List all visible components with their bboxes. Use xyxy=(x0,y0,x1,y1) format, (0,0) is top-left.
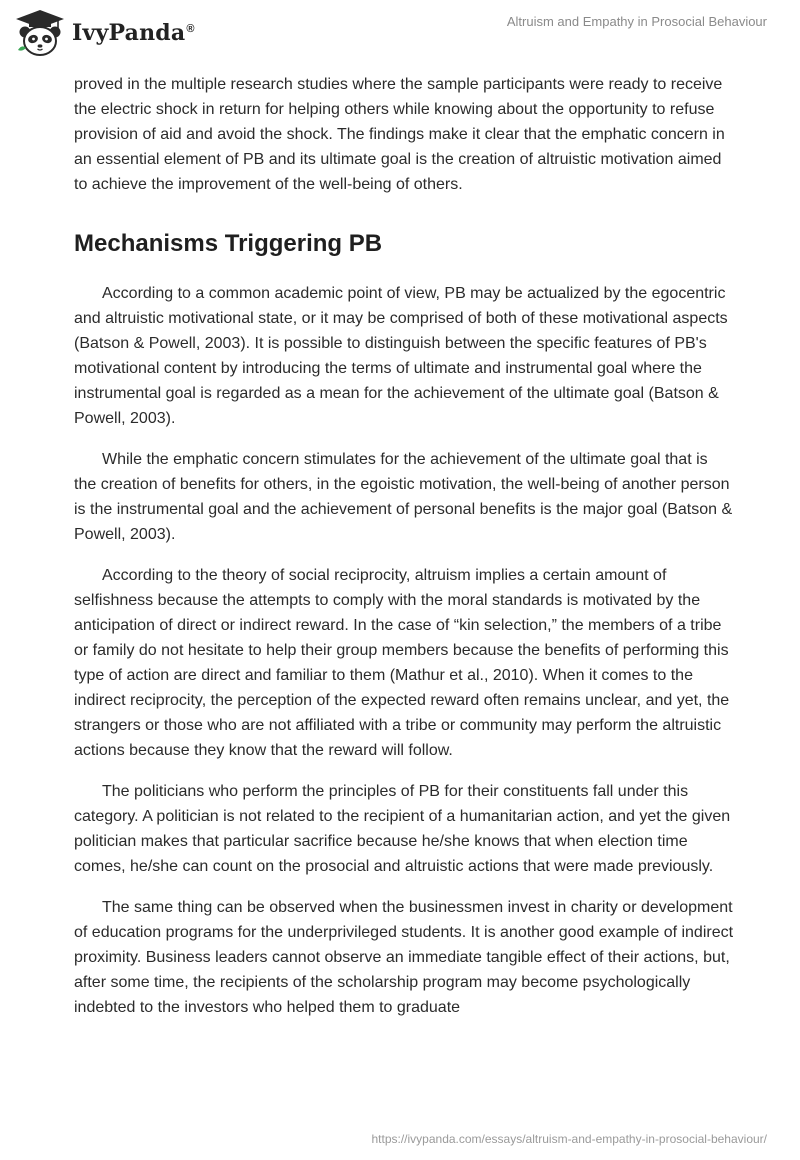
source-url[interactable]: https://ivypanda.com/essays/altruism-and-empathy-in-prosocial-behaviour/ xyxy=(371,1132,767,1146)
page-header xyxy=(0,0,800,62)
paragraph: According to the theory of social reciprocity, altruism implies a certain amount of selfishness because the attempts to comply with the moral standards is motivated by the anticipation of direct or indirect reward. In the case of “kin selection,” the members of a tribe or family do not hesitate to help their group members because the benefits of performing this type of action are direct and familiar to them (Mathur et al., 2010). When it comes to the indirect reciprocity, the perception of the expected reward often remains unclear, and yet, the strangers or those who are not affiliated with a tribe or community may perform the altruistic actions because they know that the reward will follow. xyxy=(74,567,730,759)
essay-body xyxy=(74,72,734,1020)
brand-name: IvyPanda® xyxy=(72,20,195,46)
paragraph: While the emphatic concern stimulates for the achievement of the ultimate goal that is the creation of benefits for others, in the egoistic motivation, the well-being of another person is the instrumental goal and the achievement of personal benefits is the major goal (Batson & Powell, 2003). xyxy=(74,451,733,543)
brand-logo[interactable] xyxy=(14,8,195,58)
paragraph: The politicians who perform the principles of PB for their constituents fall under this category. A politician is not related to the recipient of a humanitarian action, and yet the given politician makes that particular sacrifice because he/she knows that when election time comes, he/she can count on the prosocial and altruistic actions that were made previously. xyxy=(74,783,731,875)
paragraph-intro: proved in the multiple research studies where the sample participants were ready to receive the electric shock in return for helping others while knowing about the opportunity to refuse provision of aid and avoid the shock. The findings make it clear that the emphatic concern in an essential element of PB and its ultimate goal is the creation of altruistic motivation aimed to achieve the improvement of the well-being of others. xyxy=(74,76,725,193)
document-title: Altruism and Empathy in Prosocial Behaviour xyxy=(506,14,767,29)
section-heading: Mechanisms Triggering PB xyxy=(74,230,383,257)
paragraph: According to a common academic point of view, PB may be actualized by the egocentric and altruistic motivational state, or it may be comprised of both of these motivational aspects (Batson & Powell, 2003). It is possible to distinguish between the specific features of PB's motivational content by introducing the terms of ultimate and instrumental goal where the instrumental goal is regarded as a mean for the achievement of the ultimate goal (Batson & Powell, 2003). xyxy=(74,285,728,427)
paragraph: The same thing can be observed when the businessmen invest in charity or development of education programs for the underprivileged students. It is another good example of indirect proximity. Business leaders cannot observe an immediate tangible effect of their actions, but, after some time, the recipients of the scholarship program may become psychologically indebted to the investors who helped them to graduate xyxy=(74,899,734,1016)
panda-graduate-icon xyxy=(14,8,66,58)
